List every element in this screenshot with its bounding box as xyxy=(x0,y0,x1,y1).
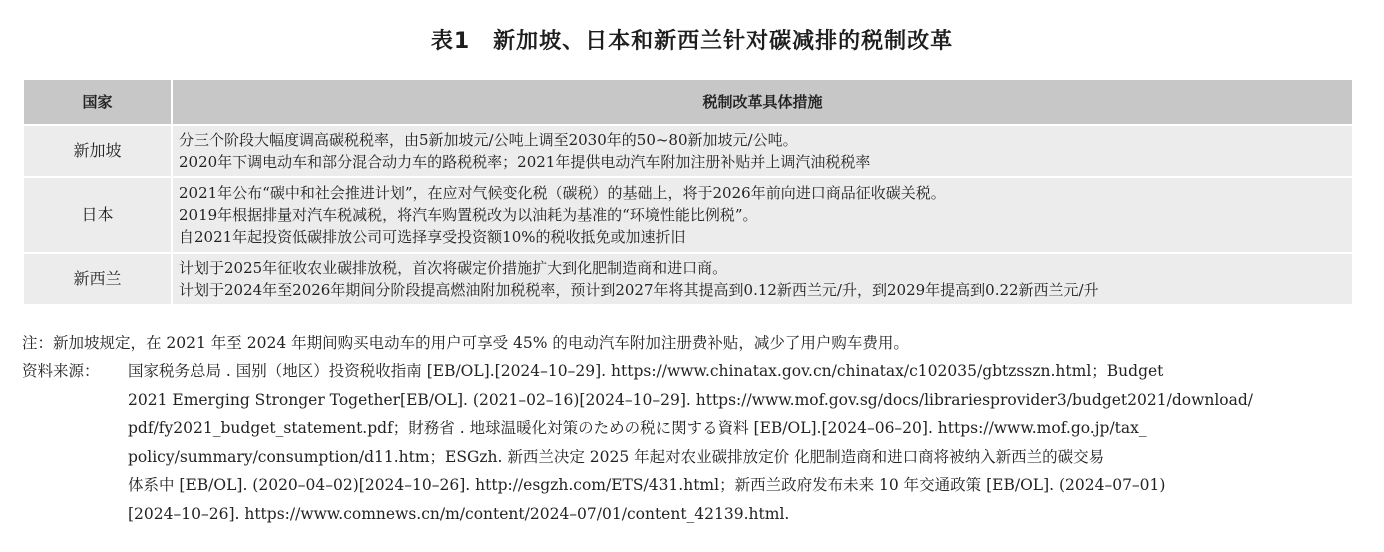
measure-line: 分三个阶段大幅度调高碳税税率，由5新加坡元/公吨上调至2030年的50~80新加坡元/公吨。 xyxy=(179,131,798,149)
table-note: 注：新加坡规定，在 2021 年至 2024 年期间购买电动车的用户可享受 45% 的电动汽车附加注册费补贴，减少了用户购车费用。 xyxy=(22,334,909,352)
measure-line: 2020年下调电动车和部分混合动力车的路税税率；2021年提供电动汽车附加注册补贴并上调汽油税税率 xyxy=(179,153,871,171)
measure-line: 计划于2024年至2026年期间分阶段提高燃油附加税税率，预计到2027年将其提高到0.12新西兰元/升，到2029年提高到0.22新西兰元/升 xyxy=(179,281,1099,299)
measure-line: 2019年根据排量对汽车税减税，将汽车购置税改为以油耗为基准的“环境性能比例税”。 xyxy=(179,206,758,224)
source-line: [2024–10–26]. https://www.comnews.cn/m/content/2024–07/01/content_42139.html. xyxy=(128,504,790,523)
measure-line: 自2021年起投资低碳排放公司可选择享受投资额10%的税收抵免或加速折旧 xyxy=(179,228,686,246)
country-cell: 新西兰 xyxy=(24,254,173,306)
measures-cell xyxy=(173,254,1352,306)
source-line: 2021 Emerging Stronger Together[EB/OL]. (2021–02–16)[2024–10–29]. https://www.mof.gov.sg/docs/librariesprovider3/budget2021/download/ xyxy=(128,390,1254,409)
source-line: 国家税务总局 . 国别（地区）投资税收指南 [EB/OL].[2024–10–29]. https://www.chinatax.gov.cn/chinatax/c102035/gbtzsszn.html；Budget xyxy=(128,362,1164,380)
table-header-row xyxy=(24,80,1352,126)
header-measures: 税制改革具体措施 xyxy=(173,80,1352,126)
source-line: policy/summary/consumption/d11.htm；ESGzh. 新西兰决定 2025 年起对农业碳排放定价 化肥制造商和进口商将被纳入新西兰的碳交易 xyxy=(128,447,1105,466)
table-title: 表1 新加坡、日本和新西兰针对碳减排的税制改革 xyxy=(430,29,954,54)
table-row xyxy=(24,126,1352,178)
country-cell: 新加坡 xyxy=(24,126,173,178)
sources-label: 资料来源： xyxy=(22,362,100,380)
measures-cell xyxy=(173,126,1352,178)
table-row xyxy=(24,178,1352,254)
country-cell: 日本 xyxy=(24,178,173,254)
measures-cell xyxy=(173,178,1352,254)
source-line: 体系中 [EB/OL]. (2020–04–02)[2024–10–26]. http://esgzh.com/ETS/431.html；新西兰政府发布未来 10 年交通政策 [EB/OL]. (2024–07–01) xyxy=(128,476,1166,494)
source-line: pdf/fy2021_budget_statement.pdf；財務省 . 地球温暖化対策のための税に関する資料 [EB/OL].[2024–06–20]. https://www.mof.go.jp/tax_ xyxy=(128,419,1147,437)
header-country: 国家 xyxy=(24,80,173,126)
tax-reform-table xyxy=(24,80,1352,306)
measure-line: 2021年公布“碳中和社会推进计划”，在应对气候变化税（碳税）的基础上，将于2026年前向进口商品征收碳关税。 xyxy=(179,184,946,202)
measure-line: 计划于2025年征收农业碳排放税，首次将碳定价措施扩大到化肥制造商和进口商。 xyxy=(179,259,728,277)
sources-block xyxy=(22,357,1356,528)
table-row xyxy=(24,254,1352,306)
